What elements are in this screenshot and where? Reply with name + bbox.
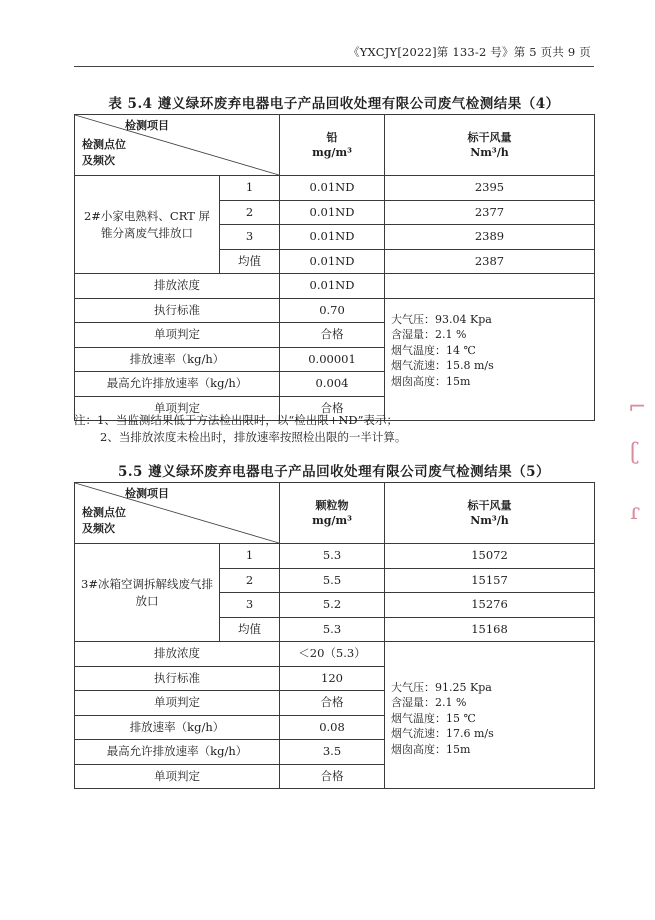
- table2-flow: 15168: [385, 617, 595, 642]
- table1-summary-label: 排放速率（kg/h）: [75, 347, 280, 372]
- table1: [74, 114, 595, 421]
- table1-summary-value: 0.70: [280, 298, 385, 323]
- table1-diag-item-label: 检测项目: [125, 119, 169, 132]
- table2-diag-item-label: 检测项目: [125, 487, 169, 500]
- header-rule: [74, 66, 594, 67]
- table2-summary-value: 合格: [280, 691, 385, 716]
- table1-summary-value: 0.01ND: [280, 274, 385, 299]
- table1-value: 0.01ND: [280, 200, 385, 225]
- table2-flow: 15072: [385, 544, 595, 569]
- table1-summary-label: 单项判定: [75, 323, 280, 348]
- table1-freq: 1: [220, 176, 280, 201]
- table2-summary-value: 合格: [280, 764, 385, 789]
- table1-value: 0.01ND: [280, 249, 385, 274]
- table2-summary-label: 单项判定: [75, 691, 280, 716]
- table2-value: 5.3: [280, 544, 385, 569]
- table1-summary-value: 合格: [280, 323, 385, 348]
- table2-caption: 5.5 遵义绿环废弃电器电子产品回收处理有限公司废气检测结果（5）: [117, 464, 551, 480]
- table1-col-flow-header: 标干风量 Nm³/h: [385, 115, 595, 176]
- table2-freq: 均值: [220, 617, 280, 642]
- seam-stamp-fragment: ⌐: [628, 395, 647, 420]
- table1-flow: 2389: [385, 225, 595, 250]
- table1-flow: 2377: [385, 200, 595, 225]
- table1-point-cell: 2#小家电熟料、CRT 屏锥分离废气排放口: [75, 176, 220, 274]
- seam-stamp-fragment: ɾ: [630, 500, 640, 525]
- table2-value: 5.2: [280, 593, 385, 618]
- table2-col-particulate-header: 颗粒物 mg/m³: [280, 483, 385, 544]
- table1-summary-value: 0.00001: [280, 347, 385, 372]
- table2-flow: 15157: [385, 568, 595, 593]
- table1-summary-label: 排放浓度: [75, 274, 280, 299]
- table2-flow: 15276: [385, 593, 595, 618]
- seam-stamp-fragment: ʗ: [630, 440, 640, 465]
- table1-col-lead-header: 铅 mg/m³: [280, 115, 385, 176]
- table2-summary-label: 执行标准: [75, 666, 280, 691]
- table2-value: 5.5: [280, 568, 385, 593]
- table1-caption: 表 5.4 遵义绿环废弃电器电子产品回收处理有限公司废气检测结果（4）: [108, 96, 560, 112]
- table1-summary-label: 执行标准: [75, 298, 280, 323]
- table1-diagonal-header: [75, 115, 280, 176]
- table2-diag-point-label: 检测点位 及频次: [82, 506, 126, 535]
- table1-value: 0.01ND: [280, 176, 385, 201]
- table2-summary-value: 0.08: [280, 715, 385, 740]
- table1-summary-value: 合格: [280, 396, 385, 421]
- table2-summary-label: 单项判定: [75, 764, 280, 789]
- table2: [74, 482, 595, 789]
- table2-point-cell: 3#冰箱空调拆解线废气排放口: [75, 544, 220, 642]
- table2-freq: 1: [220, 544, 280, 569]
- table1-summary-label: 最高允许排放速率（kg/h）: [75, 372, 280, 397]
- table1-freq: 均值: [220, 249, 280, 274]
- note-2: 2、当排放浓度未检出时，排放速率按照检出限的一半计算。: [100, 430, 407, 444]
- table2-value: 5.3: [280, 617, 385, 642]
- table2-summary-label: 排放速率（kg/h）: [75, 715, 280, 740]
- table2-freq: 2: [220, 568, 280, 593]
- table1-freq: 2: [220, 200, 280, 225]
- table1-notes: [74, 412, 406, 446]
- table1-summary-label: 单项判定: [75, 396, 280, 421]
- page-header: 《YXCJY[2022]第 133-2 号》第 5 页共 9 页: [348, 45, 591, 59]
- table1-freq: 3: [220, 225, 280, 250]
- table2-summary-value: ＜20（5.3）: [280, 642, 385, 667]
- note-1: 注：1、当监测结果低于方法检出限时，以“检出限+ND”表示；: [74, 413, 398, 427]
- table2-conditions: 大气压：91.25 Kpa 含湿量：2.1 % 烟气温度：15 ℃ 烟气流速：17.6 m/s 烟囱高度：15m: [385, 642, 595, 789]
- table1-empty-cell: [385, 274, 595, 299]
- table2-diagonal-header: [75, 483, 280, 544]
- table1-summary-value: 0.004: [280, 372, 385, 397]
- table2-col-flow-header: 标干风量 Nm³/h: [385, 483, 595, 544]
- table2-freq: 3: [220, 593, 280, 618]
- table1-flow: 2395: [385, 176, 595, 201]
- table1-conditions: 大气压：93.04 Kpa 含湿量：2.1 % 烟气温度：14 ℃ 烟气流速：15.8 m/s 烟囱高度：15m: [385, 298, 595, 421]
- table1-value: 0.01ND: [280, 225, 385, 250]
- table2-summary-value: 120: [280, 666, 385, 691]
- table1-flow: 2387: [385, 249, 595, 274]
- table2-summary-value: 3.5: [280, 740, 385, 765]
- table2-summary-label: 最高允许排放速率（kg/h）: [75, 740, 280, 765]
- table1-diag-point-label: 检测点位 及频次: [82, 138, 126, 167]
- table2-summary-label: 排放浓度: [75, 642, 280, 667]
